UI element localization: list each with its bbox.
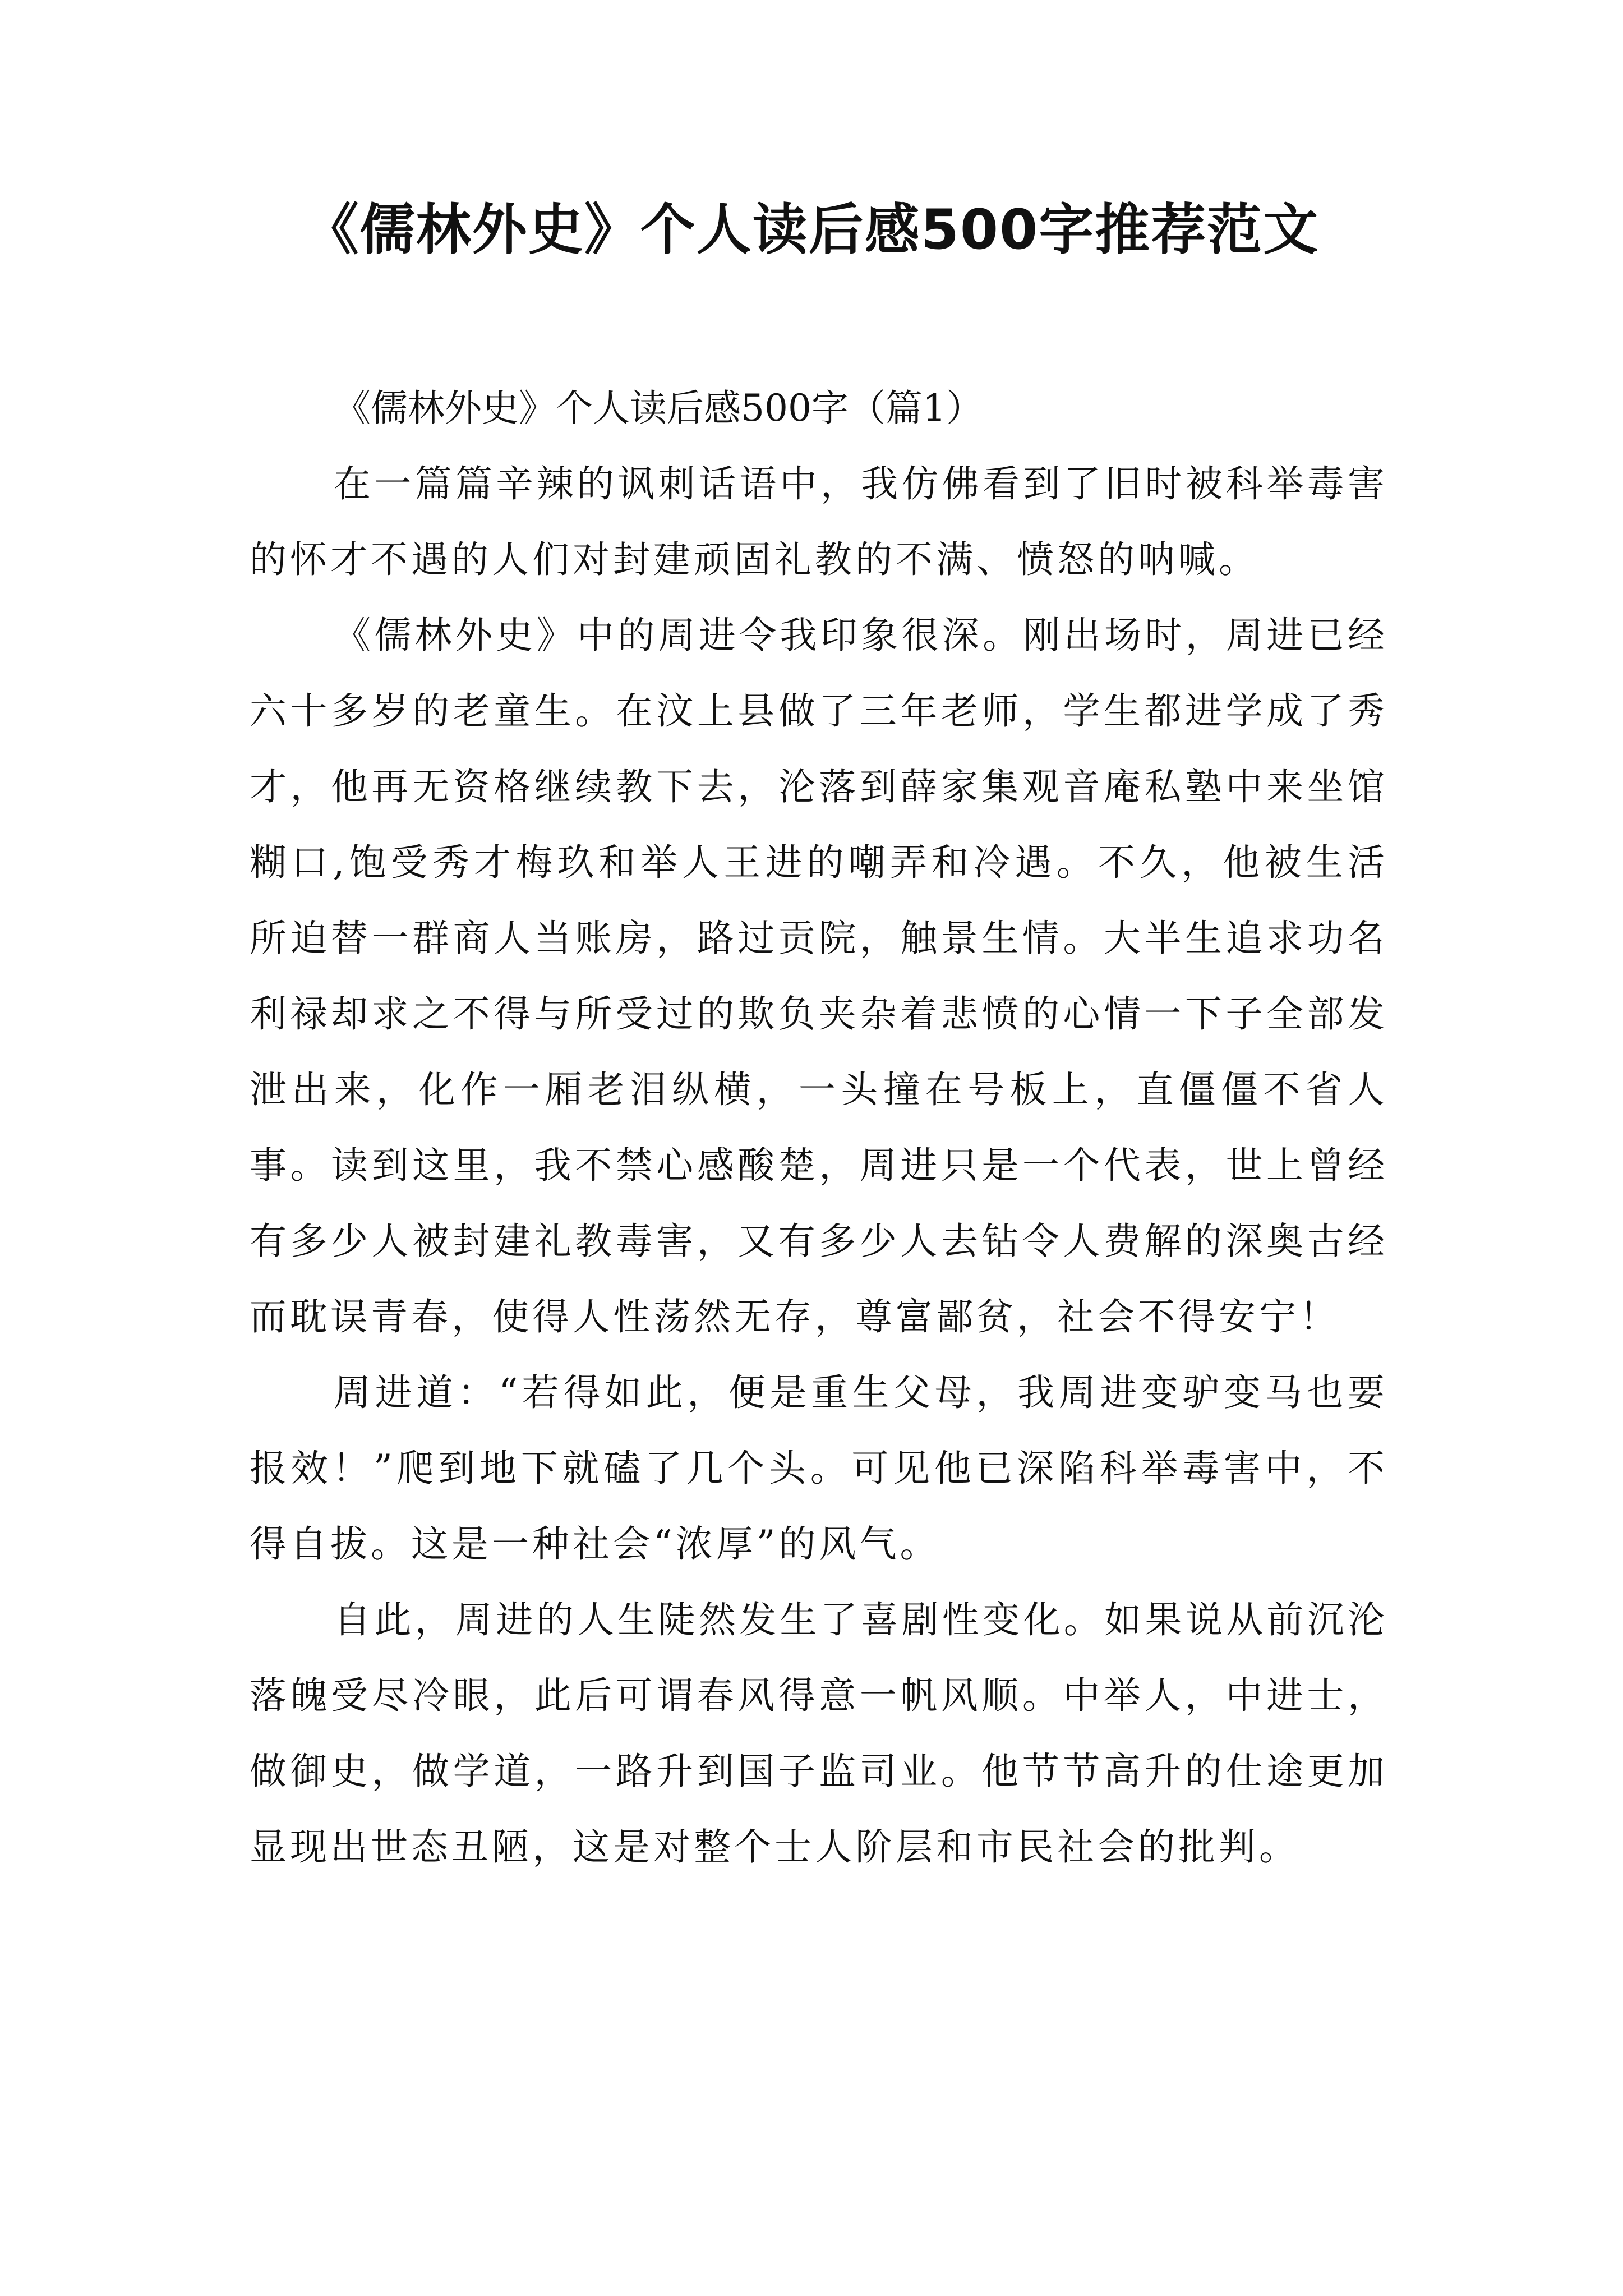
paragraph-2: 《儒林外史》中的周进令我印象很深。刚出场时，周进已经六十多岁的老童生。在汶上县做了三年老师，学生都进学成了秀才，他再无资格继续教下去，沦落到薛家集观音庵私塾中来坐馆糊口,饱受秀才梅玖和举人王进的嘲弄和冷遇。不久，他被生活所迫替一群商人当账房，路过贡院，触景生情。大半生追求功名利禄却求之不得与所受过的欺负夹杂着悲愤的心情一下子全部发泄出来，化作一厢老泪纵横，一头撞在号板上，直僵僵不省人事。读到这里，我不禁心感酸楚，周进只是一个代表，世上曾经有多少人被封建礼教毒害，又有多少人去钻令人费解的深奥古经而耽误青春，使得人性荡然无存，尊富鄙贫，社会不得安宁！ <box>250 614 1388 1338</box>
document-title: 《儒林外史》个人读后感500字推荐范文 <box>303 198 1320 262</box>
section-heading: 《儒林外史》个人读后感500字（篇1） <box>334 386 983 430</box>
paragraph-3: 周进道：“若得如此，便是重生父母，我周进变驴变马也要报效！”爬到地下就磕了几个头。可见他已深陷科举毒害中，不得自拔。这是一种社会“浓厚”的风气。 <box>250 1371 1388 1566</box>
document-body <box>250 370 1388 1885</box>
paragraph-4: 自此，周进的人生陡然发生了喜剧性变化。如果说从前沉沦落魄受尽冷眼，此后可谓春风得意一帆风顺。中举人，中进士，做御史，做学道，一路升到国子监司业。他节节高升的仕途更加显现出世态丑陋，这是对整个士人阶层和市民社会的批判。 <box>250 1598 1388 1869</box>
paragraph-1: 在一篇篇辛辣的讽刺话语中，我仿佛看到了旧时被科举毒害的怀才不遇的人们对封建顽固礼教的不满、愤怒的呐喊。 <box>250 462 1388 581</box>
